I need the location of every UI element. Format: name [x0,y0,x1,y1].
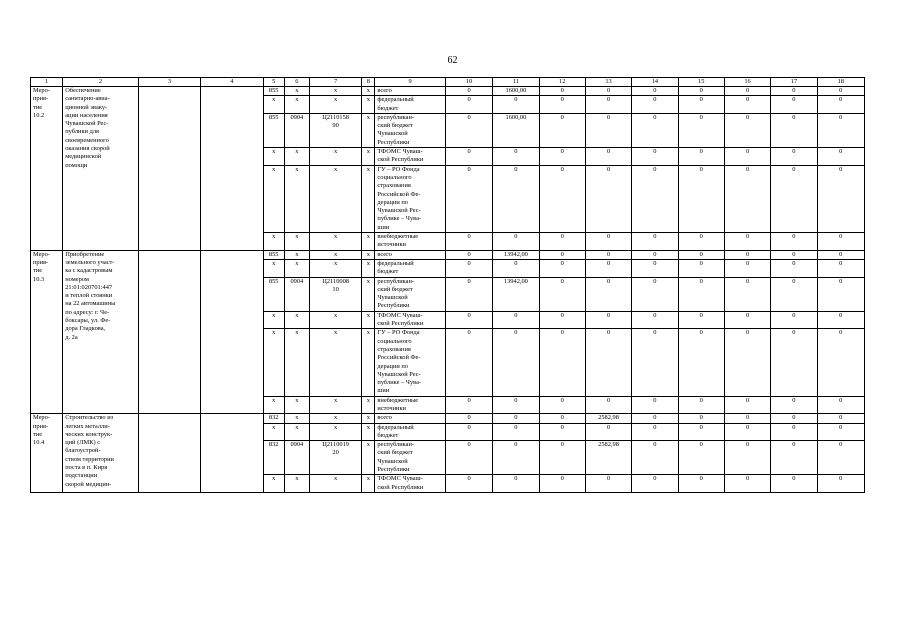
year-value: 0 [632,250,678,259]
target-article-code: х [309,148,361,166]
funding-source: внебюджетные источники [375,396,446,414]
year-value: 0 [493,148,539,166]
funding-source: ГУ – РО Фонда социального страхования Российской Фе- дерации по Чувашской Рес- публике – Чува- шии [375,165,446,232]
target-article-code: Ц2110158 90 [309,113,361,147]
funding-source: ГУ – РО Фонда социального страхования Российской Фе- дерации по Чувашской Рес- публике – Чува- шии [375,329,446,396]
column-number: 6 [284,78,309,87]
year-value: 0 [445,414,492,423]
year-value: 0 [539,311,585,329]
year-value: 0 [493,165,539,232]
column-number: 16 [724,78,770,87]
section-code: х [284,96,309,114]
year-value: 0 [445,475,492,493]
expense-type-code: х [362,87,375,96]
column-number: 4 [201,78,263,87]
year-value: 0 [678,233,724,251]
expense-type-code: х [362,233,375,251]
measure-description: Приобретение земельного участ- ка с кадастровым номером 21:01:020701:447 и теплой стоянки на 22 автомашины по адресу: г. Че- боксары, ул. Фе- дора Гладкова, д. 2а [63,250,139,414]
year-value: 0 [493,311,539,329]
year-value: 0 [585,277,631,311]
target-article-code: х [309,396,361,414]
year-value: 0 [678,277,724,311]
year-value: 0 [539,113,585,147]
grbs-code: х [263,165,284,232]
column-number: 3 [138,78,200,87]
year-value: 0 [585,87,631,96]
target-article-code: х [309,250,361,259]
funding-source: республикан- ский бюджет Чувашской Республики [375,113,446,147]
year-value: 0 [724,277,770,311]
year-value: 0 [493,233,539,251]
measure-label: Меро- прия- тие 10.3 [31,250,63,414]
year-value: 0 [539,87,585,96]
grbs-code: х [263,475,284,493]
expense-type-code: х [362,96,375,114]
year-value: 0 [445,423,492,441]
target-article-code: х [309,259,361,277]
measure-label: Меро- прия- тие 10.4 [31,414,63,493]
year-value: 0 [445,311,492,329]
expense-type-code: х [362,165,375,232]
year-value: 0 [771,148,817,166]
year-value: 0 [632,148,678,166]
year-value: 0 [724,233,770,251]
year-value: 0 [493,259,539,277]
year-value: 0 [539,329,585,396]
section-code: 0904 [284,277,309,311]
year-value: 0 [817,250,864,259]
year-value: 0 [678,475,724,493]
year-value: 0 [678,423,724,441]
year-value: 0 [817,165,864,232]
year-value: 0 [632,96,678,114]
year-value: 0 [493,423,539,441]
year-value: 0 [632,396,678,414]
year-value: 0 [771,311,817,329]
target-article-code: х [309,414,361,423]
grbs-code: х [263,423,284,441]
expense-type-code: х [362,475,375,493]
section-code: х [284,396,309,414]
column-number: 7 [309,78,361,87]
year-value: 0 [445,96,492,114]
year-value: 0 [585,233,631,251]
section-code: 0904 [284,113,309,147]
year-value: 0 [539,475,585,493]
year-value: 0 [724,259,770,277]
year-value: 0 [493,414,539,423]
year-value: 0 [539,165,585,232]
funding-source: внебюджетные источники [375,233,446,251]
column-number: 1 [31,78,63,87]
year-value: 0 [632,475,678,493]
funding-source: федеральный бюджет [375,96,446,114]
year-value: 0 [678,250,724,259]
year-value: 0 [724,311,770,329]
measure-description: Строительство из легких металли- ческих конструк- ций (ЛМК) с благоустрой- ством территории поста в п. Киря подстанции скорой медицин- [63,414,139,493]
empty-cell-3 [138,250,200,414]
year-value: 0 [632,414,678,423]
year-value: 1600,00 [493,87,539,96]
grbs-code: 855 [263,113,284,147]
year-value: 0 [724,148,770,166]
year-value: 0 [771,96,817,114]
funding-source: всего [375,414,446,423]
table-row [31,87,865,96]
empty-cell-3 [138,87,200,251]
year-value: 0 [585,113,631,147]
year-value: 0 [445,233,492,251]
funding-source: федеральный бюджет [375,423,446,441]
year-value: 2582,98 [585,441,631,475]
header-row [31,78,865,87]
year-value: 0 [585,475,631,493]
expense-type-code: х [362,423,375,441]
grbs-code: 832 [263,414,284,423]
year-value: 0 [771,329,817,396]
year-value: 0 [493,329,539,396]
year-value: 0 [817,148,864,166]
year-value: 0 [493,475,539,493]
year-value: 0 [817,87,864,96]
section-code: х [284,165,309,232]
year-value: 0 [585,423,631,441]
year-value: 0 [632,329,678,396]
year-value: 0 [539,277,585,311]
year-value: 0 [678,311,724,329]
year-value: 0 [724,87,770,96]
year-value: 0 [585,96,631,114]
year-value: 0 [445,148,492,166]
column-number: 9 [375,78,446,87]
target-article-code: Ц2110008 10 [309,277,361,311]
year-value: 0 [771,165,817,232]
year-value: 0 [724,441,770,475]
expense-type-code: х [362,311,375,329]
year-value: 0 [632,233,678,251]
year-value: 0 [445,329,492,396]
section-code: х [284,311,309,329]
year-value: 0 [817,277,864,311]
year-value: 0 [817,396,864,414]
year-value: 0 [539,233,585,251]
column-number: 12 [539,78,585,87]
section-code: х [284,148,309,166]
expense-type-code: х [362,414,375,423]
expense-type-code: х [362,113,375,147]
section-code: х [284,259,309,277]
section-code: х [284,423,309,441]
year-value: 0 [678,259,724,277]
section-code: х [284,414,309,423]
section-code: х [284,87,309,96]
year-value: 0 [817,414,864,423]
year-value: 0 [632,87,678,96]
year-value: 0 [632,311,678,329]
section-code: х [284,250,309,259]
year-value: 0 [771,277,817,311]
year-value: 0 [678,113,724,147]
year-value: 0 [585,329,631,396]
empty-cell-3 [138,414,200,493]
column-number: 17 [771,78,817,87]
year-value: 0 [632,277,678,311]
year-value: 0 [678,87,724,96]
funding-source: всего [375,250,446,259]
year-value: 0 [771,250,817,259]
grbs-code: х [263,96,284,114]
year-value: 0 [445,277,492,311]
expense-type-code: х [362,259,375,277]
year-value: 0 [771,113,817,147]
grbs-code: 855 [263,250,284,259]
year-value: 0 [539,250,585,259]
target-article-code: х [309,423,361,441]
expense-type-code: х [362,329,375,396]
expense-type-code: х [362,250,375,259]
year-value: 0 [539,259,585,277]
year-value: 0 [678,396,724,414]
year-value: 0 [771,414,817,423]
measure-description: Обеспечение санитарно-авиа- ционной эваку- ации населения Чувашской Рес- публики для своевременного оказания скорой медицинской помощи [63,87,139,251]
grbs-code: х [263,311,284,329]
target-article-code: х [309,96,361,114]
year-value: 0 [771,87,817,96]
year-value: 0 [539,423,585,441]
grbs-code: х [263,148,284,166]
year-value: 0 [539,148,585,166]
funding-source: всего [375,87,446,96]
year-value: 0 [724,423,770,441]
column-number: 10 [445,78,492,87]
target-article-code: х [309,233,361,251]
column-number: 8 [362,78,375,87]
year-value: 0 [724,96,770,114]
table-row [31,414,865,423]
funding-source: республикан- ский бюджет Чувашской Республики [375,441,446,475]
year-value: 1600,00 [493,113,539,147]
year-value: 0 [493,441,539,475]
funding-source: ТФОМС Чуваш- ской Республики [375,475,446,493]
year-value: 0 [771,233,817,251]
year-value: 13942,00 [493,250,539,259]
year-value: 0 [724,414,770,423]
funding-source: федеральный бюджет [375,259,446,277]
page-number: 62 [447,55,458,66]
year-value: 0 [724,396,770,414]
year-value: 0 [817,329,864,396]
budget-table [30,77,865,493]
year-value: 0 [632,113,678,147]
grbs-code: 855 [263,277,284,311]
year-value: 0 [771,441,817,475]
year-value: 0 [817,475,864,493]
grbs-code: х [263,396,284,414]
year-value: 0 [817,96,864,114]
year-value: 0 [817,441,864,475]
year-value: 0 [678,148,724,166]
year-value: 0 [724,165,770,232]
column-number: 18 [817,78,864,87]
year-value: 0 [445,87,492,96]
section-code: 0904 [284,441,309,475]
year-value: 0 [678,329,724,396]
year-value: 0 [493,396,539,414]
measure-label: Меро- прия- тие 10.2 [31,87,63,251]
year-value: 0 [585,311,631,329]
year-value: 0 [771,396,817,414]
year-value: 0 [585,250,631,259]
grbs-code: х [263,329,284,396]
grbs-code: 832 [263,441,284,475]
year-value: 0 [724,329,770,396]
empty-cell-4 [201,87,263,251]
target-article-code: х [309,165,361,232]
year-value: 0 [678,441,724,475]
grbs-code: х [263,233,284,251]
year-value: 13942,00 [493,277,539,311]
year-value: 0 [632,165,678,232]
year-value: 0 [771,423,817,441]
year-value: 0 [585,396,631,414]
target-article-code: х [309,87,361,96]
column-number: 11 [493,78,539,87]
year-value: 0 [817,233,864,251]
year-value: 0 [539,396,585,414]
year-value: 0 [678,414,724,423]
grbs-code: 855 [263,87,284,96]
empty-cell-4 [201,414,263,493]
expense-type-code: х [362,148,375,166]
year-value: 0 [539,96,585,114]
grbs-code: х [263,259,284,277]
column-number: 2 [63,78,139,87]
year-value: 0 [445,250,492,259]
section-code: х [284,475,309,493]
column-number: 13 [585,78,631,87]
year-value: 0 [585,148,631,166]
year-value: 2582,98 [585,414,631,423]
year-value: 0 [445,441,492,475]
funding-source: ТФОМС Чуваш- ской Республики [375,148,446,166]
target-article-code: Ц2110019 20 [309,441,361,475]
year-value: 0 [817,311,864,329]
target-article-code: х [309,329,361,396]
year-value: 0 [632,423,678,441]
year-value: 0 [678,96,724,114]
year-value: 0 [724,250,770,259]
expense-type-code: х [362,441,375,475]
target-article-code: х [309,311,361,329]
year-value: 0 [771,475,817,493]
year-value: 0 [678,165,724,232]
year-value: 0 [771,259,817,277]
year-value: 0 [539,414,585,423]
year-value: 0 [817,113,864,147]
year-value: 0 [724,475,770,493]
column-number: 15 [678,78,724,87]
expense-type-code: х [362,396,375,414]
year-value: 0 [539,441,585,475]
funding-source: ТФОМС Чуваш- ской Республики [375,311,446,329]
year-value: 0 [632,259,678,277]
year-value: 0 [585,259,631,277]
year-value: 0 [445,165,492,232]
year-value: 0 [724,113,770,147]
column-number: 14 [632,78,678,87]
year-value: 0 [445,396,492,414]
funding-source: республикан- ский бюджет Чувашской Республики [375,277,446,311]
column-number: 5 [263,78,284,87]
table-row [31,250,865,259]
expense-type-code: х [362,277,375,311]
year-value: 0 [445,113,492,147]
empty-cell-4 [201,250,263,414]
year-value: 0 [632,441,678,475]
target-article-code: х [309,475,361,493]
year-value: 0 [493,96,539,114]
section-code: х [284,233,309,251]
year-value: 0 [585,165,631,232]
year-value: 0 [817,423,864,441]
year-value: 0 [817,259,864,277]
section-code: х [284,329,309,396]
year-value: 0 [445,259,492,277]
